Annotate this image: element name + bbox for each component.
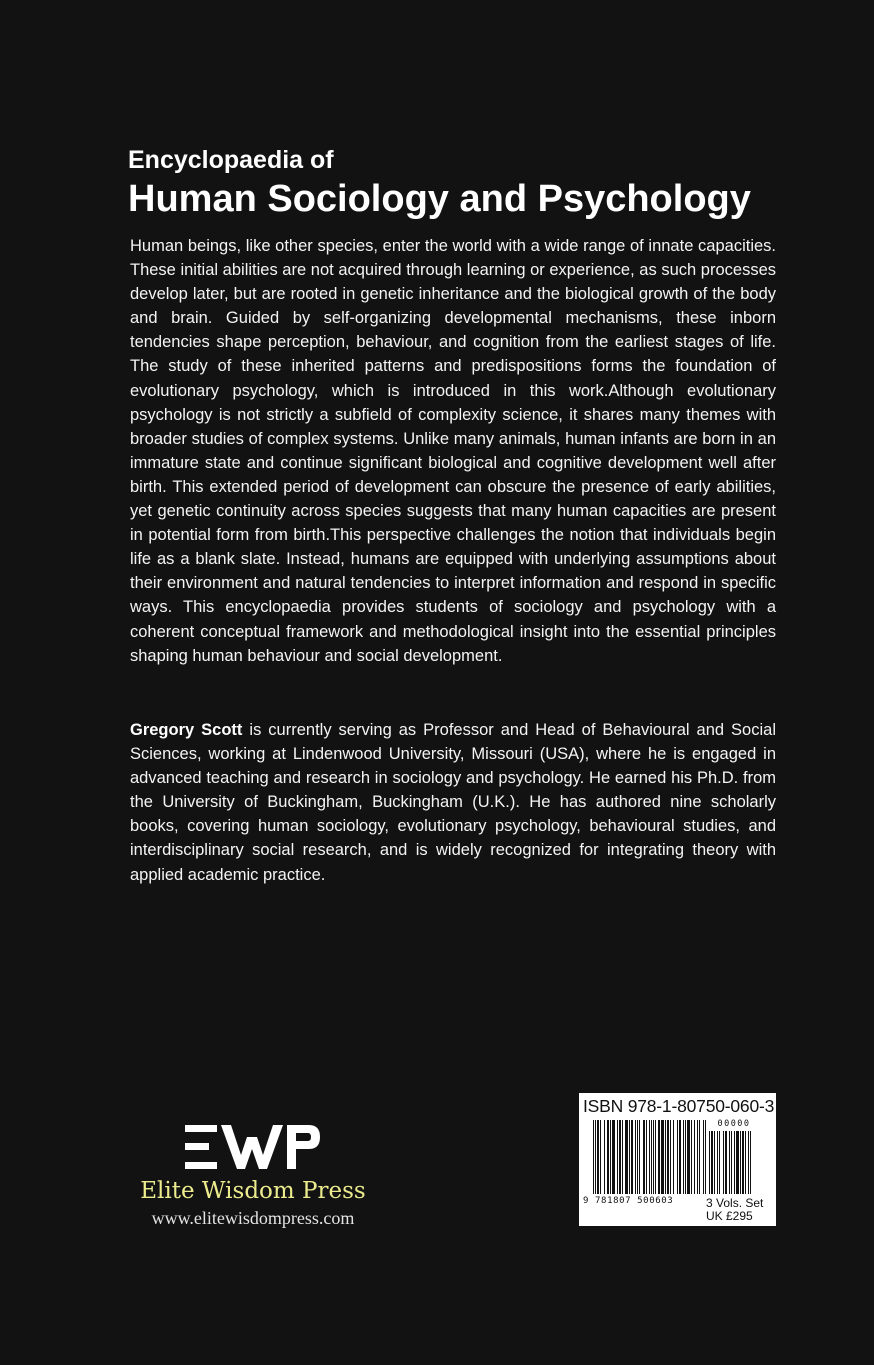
author-bio-text: is currently serving as Professor and Head of Behavioural and Social Sciences, working at Lindenwood University, Missouri (USA), where he is engaged in advanced teaching and research in sociology and psychology. He earned his Ph.D. from the University of Buckingham, Buckingham (U.K.). He has authored nine scholarly books, covering human sociology, evolutionary psychology, behavioural studies, and interdisciplinary social research, and is widely recognized for integrating theory with applied academic practice. xyxy=(130,721,776,884)
author-name: Gregory Scott xyxy=(130,721,243,739)
barcode-digits: 9 781807 500603 xyxy=(583,1196,674,1206)
series-title: Encyclopaedia of xyxy=(128,146,334,174)
price: UK £295 xyxy=(706,1209,753,1223)
publisher-url: www.elitewisdompress.com xyxy=(151,1208,355,1228)
book-title: Human Sociology and Psychology xyxy=(128,178,751,220)
addon-barcode xyxy=(709,1131,759,1194)
ewp-logo xyxy=(185,1125,320,1171)
book-description: Human beings, like other species, enter the world with a wide range of innate capacities. These initial abilities are not acquired through learning or experience, as such processes develop later, but are rooted in genetic inheritance and the biological growth of the body and brain. Guided by self-organizing developmental mechanisms, these inborn tendencies shape perception, behaviour, and cognition from the earliest stages of life. The study of these inherited patterns and predispositions forms the foundation of evolutionary psychology, which is introduced in this work.Although evolutionary psychology is not strictly a subfield of complexity science, it shares many themes with broader studies of complex systems. Unlike many animals, human infants are born in an immature state and continue significant biological and cognitive development well after birth. This extended period of development can obscure the presence of early abilities, yet genetic continuity across species suggests that many human capacities are present in potential form from birth.This perspective challenges the notion that individuals begin life as a blank slate. Instead, humans are equipped with underlying assumptions about their environment and natural tendencies to interpret information and respond in specific ways. This encyclopaedia provides students of sociology and psychology with a coherent conceptual framework and methodological insight into the essential principles shaping human behaviour and social development. xyxy=(130,237,776,665)
volume-count: 3 Vols. Set xyxy=(706,1196,764,1210)
publisher-name: Elite Wisdom Press xyxy=(140,1178,366,1204)
isbn-barcode-box xyxy=(579,1093,776,1226)
ean-barcode xyxy=(593,1120,707,1194)
isbn-label: ISBN 978-1-80750-060-3 xyxy=(583,1096,775,1116)
addon-digits: 00000 xyxy=(717,1119,751,1129)
author-bio xyxy=(130,718,776,887)
